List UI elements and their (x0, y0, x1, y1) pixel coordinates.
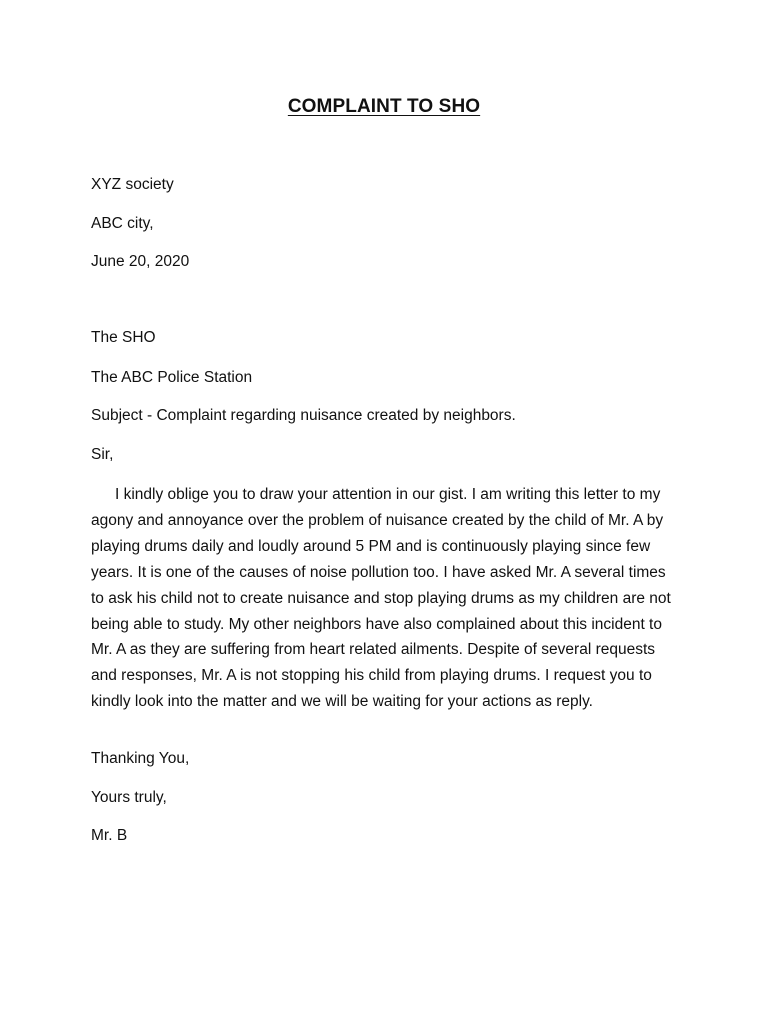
sender-city: ABC city, (91, 215, 154, 232)
subject-line: Subject - Complaint regarding nuisance created by neighbors. (91, 407, 516, 424)
signature-name: Mr. B (91, 827, 128, 844)
recipient-title: The SHO (91, 329, 156, 346)
letter-body: I kindly oblige you to draw your attention in our gist. I am writing this letter to my agony and annoyance over the problem of nuisance created by the child of Mr. A by playing drums daily and loudly around 5 PM and is continuously playing since few years. It is one of the causes of noise pollution too. I have asked Mr. A several times to ask his child not to create nuisance and stop playing drums as my children are not being able to study. My other neighbors have also complained about this incident to Mr. A as they are suffering from heart related ailments. Despite of several requests and responses, Mr. A is not stopping his child from playing drums. I request you to kindly look into the matter and we will be waiting for your actions as reply. (91, 486, 671, 711)
sender-society: XYZ society (91, 176, 174, 193)
letter-date: June 20, 2020 (91, 253, 190, 270)
recipient-station: The ABC Police Station (91, 369, 253, 386)
signoff: Yours truly, (91, 789, 167, 806)
page-title: COMPLAINT TO SHO (287, 96, 481, 117)
closing: Thanking You, (91, 750, 190, 767)
salutation: Sir, (91, 446, 114, 463)
